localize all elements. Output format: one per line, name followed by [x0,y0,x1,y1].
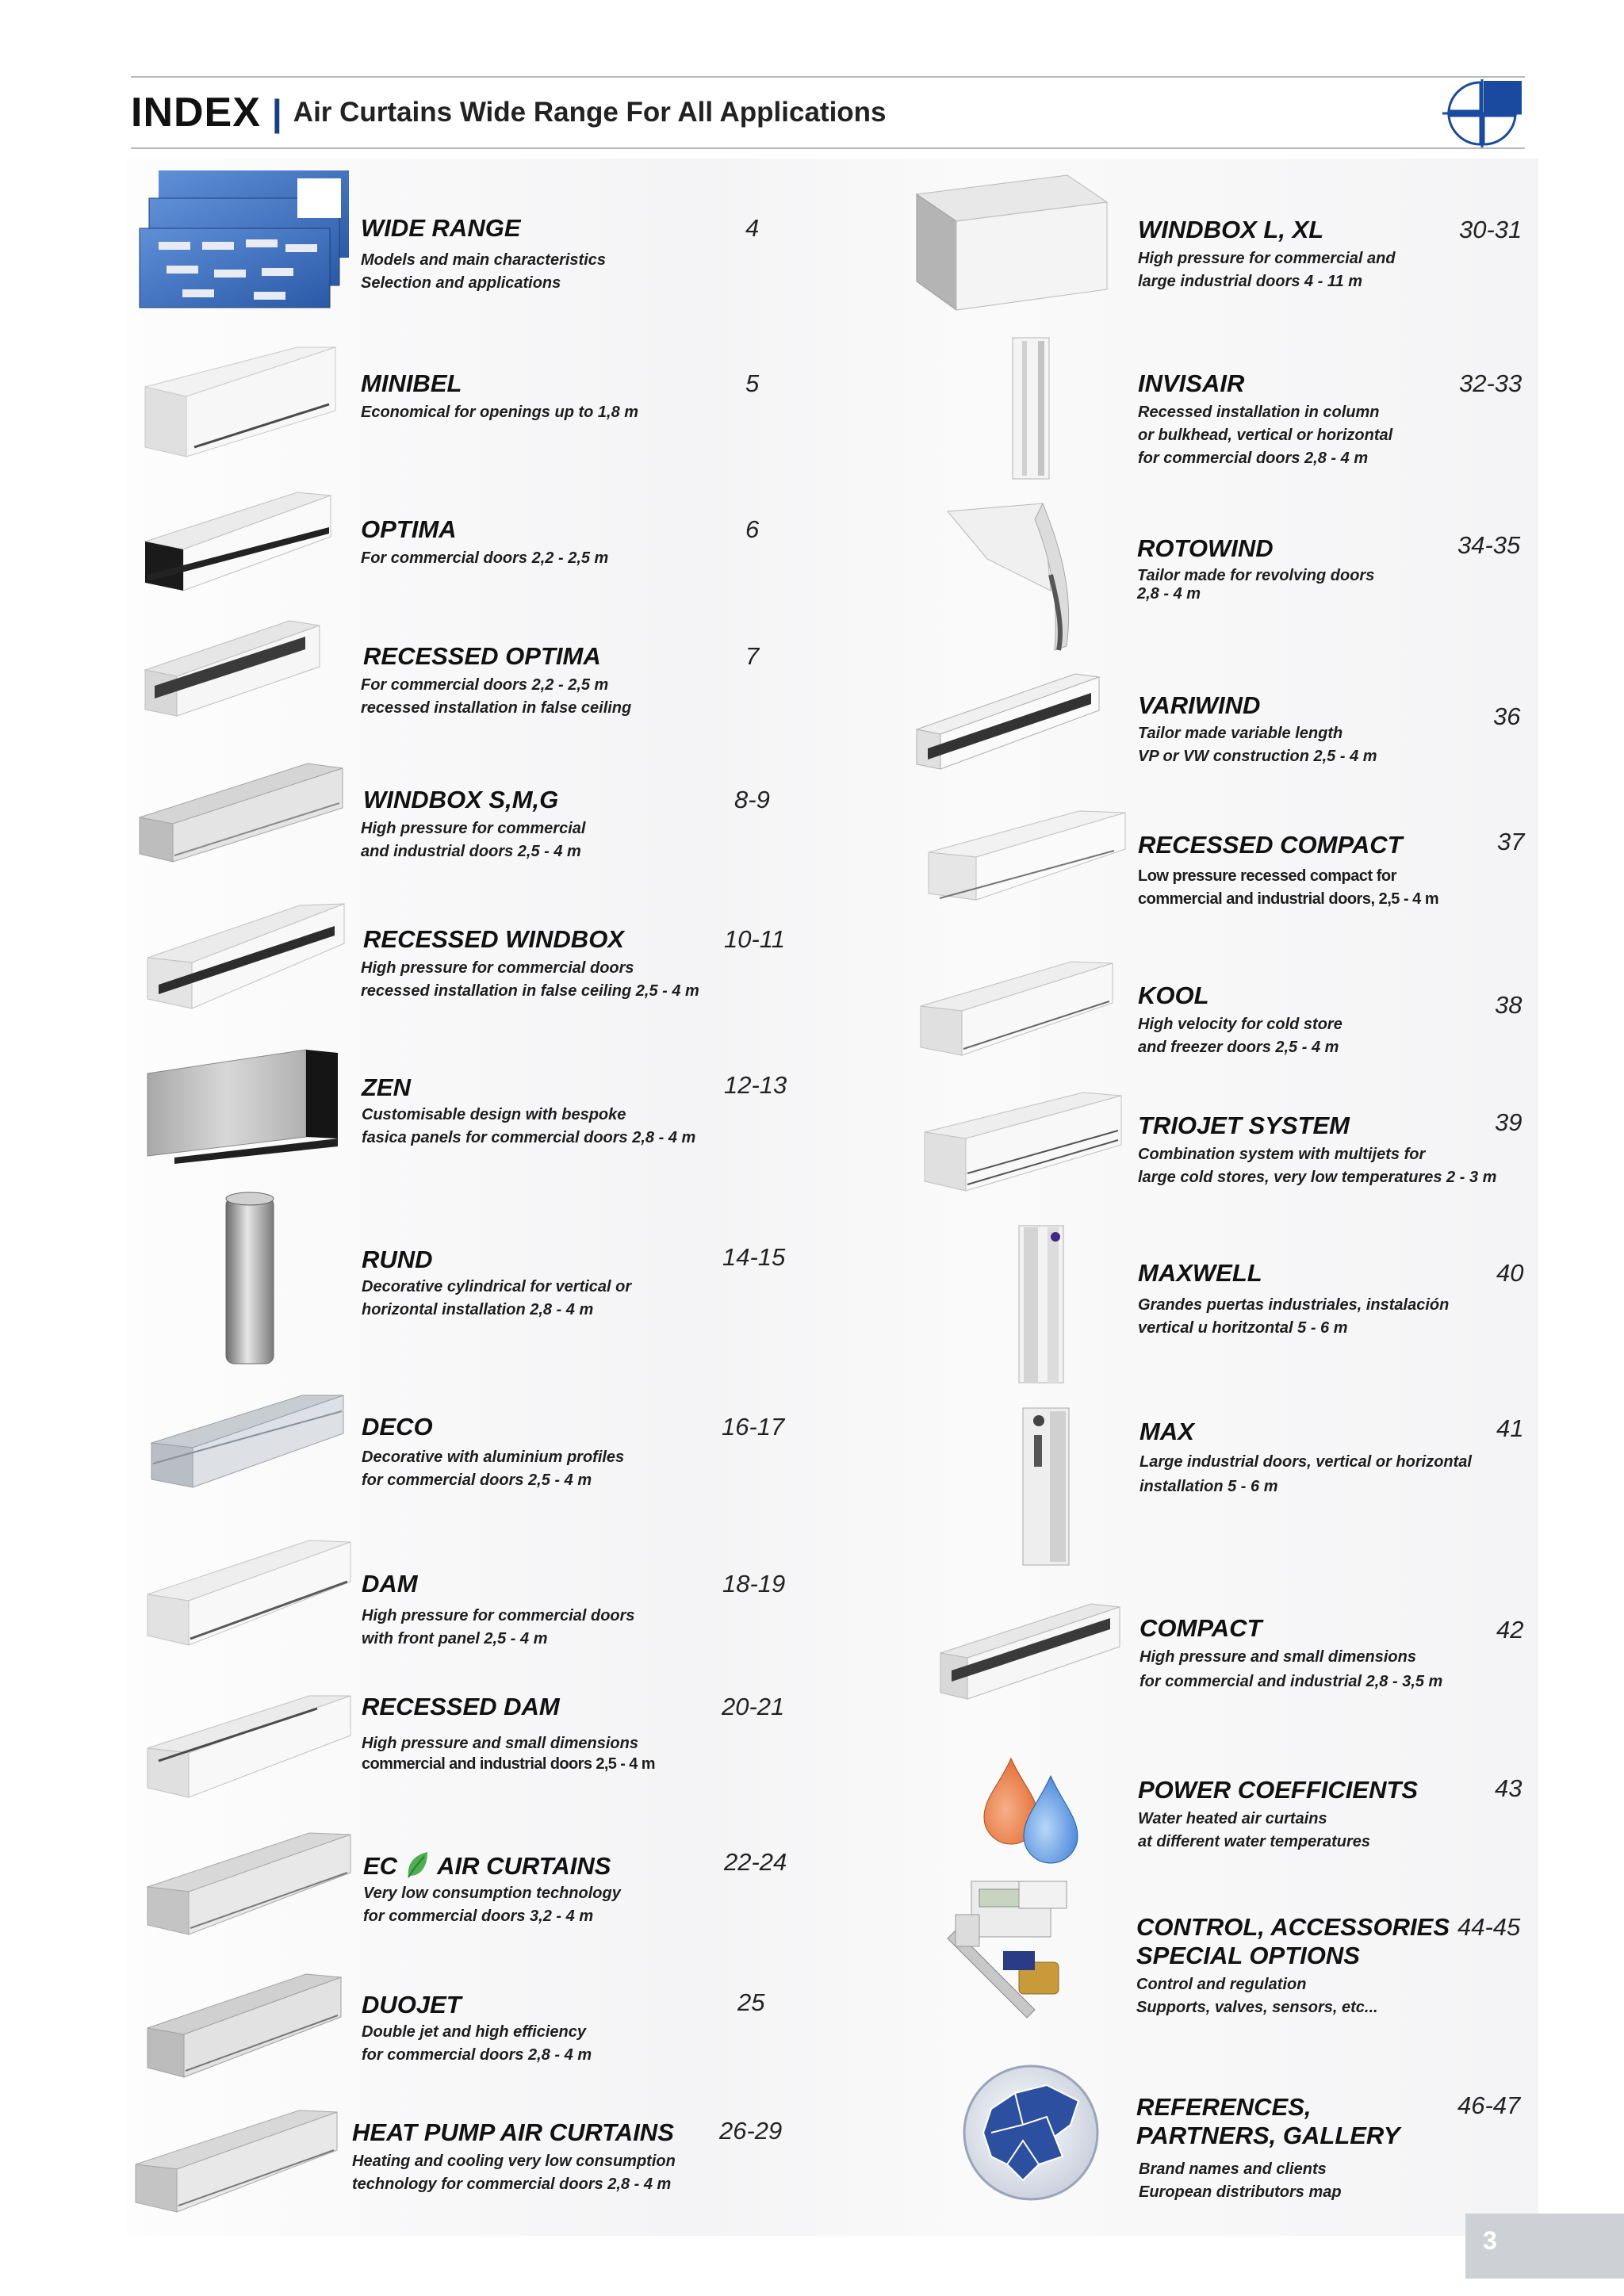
entry-page: 20-21 [722,1693,785,1720]
header-separator: | [271,92,282,133]
maxwell-vertical-air-curtain-image [1011,1221,1074,1387]
entry-page: 4 [745,214,760,242]
entry-page: 36 [1493,702,1521,730]
windbox-smg-air-curtain-image [135,757,349,868]
entry-desc-line: Double jet and high efficiency [362,2023,587,2041]
entry-desc-line: Brand names and clients [1139,2160,1327,2178]
entry-desc-line: High pressure and small dimensions [1139,1648,1416,1666]
entry-title: POWER COEFFICIENTS [1138,1776,1419,1804]
rund-cylindrical-air-curtain-image [214,1189,285,1372]
zen-air-curtain-image [143,1039,341,1165]
recessed-windbox-air-curtain-image [143,896,349,1015]
entry-title: MAX [1139,1418,1194,1445]
entry-desc-line: Tailor made for revolving doors [1137,567,1375,584]
entry-page: 43 [1495,1774,1522,1802]
entry-desc-line: Combination system with multijets for [1138,1146,1426,1163]
triojet-system-air-curtain-image [920,1086,1126,1205]
entry-desc-line: vertical u horitzontal 5 - 6 m [1138,1319,1348,1337]
entry-title: CONTROL, ACCESSORIES [1136,1913,1450,1941]
entry-desc-line: large cold stores, very low temperatures 2 - 3 m [1138,1169,1497,1186]
entry-title: COMPACT [1139,1614,1262,1642]
entry-desc-line: at different water temperatures [1138,1833,1371,1850]
entry-desc-line: or bulkhead, vertical or horizontal [1138,427,1393,444]
entry-desc-line: fasica panels for commercial doors 2,8 - 4 m [362,1129,696,1146]
entry-desc-line: installation 5 - 6 m [1139,1478,1278,1495]
entry-title: RECESSED COMPACT [1138,831,1403,859]
entry-page: 39 [1495,1108,1522,1136]
entry-page: 34-35 [1457,531,1521,559]
entry-desc-line: Customisable design with bespoke [362,1106,626,1123]
entry-desc-line: High velocity for cold store [1138,1016,1342,1033]
entry-title [363,1852,611,1882]
windbox-l-xl-air-curtain-image [912,170,1110,313]
entry-page: 41 [1496,1414,1524,1442]
entry-desc-line: and freezer doors 2,5 - 4 m [1138,1039,1339,1056]
entry-title: DECO [362,1413,433,1441]
entry-page: 44-45 [1457,1913,1521,1941]
rotowind-revolving-door-air-curtain-image [940,496,1098,654]
entry-page: 10-11 [724,925,785,953]
kool-air-curtain-image [916,955,1122,1066]
duojet-air-curtain-image [143,1966,349,2085]
page-header [131,89,887,140]
heat-pump-air-curtain-image [131,2101,345,2220]
entry-desc-line: for commercial doors 2,8 - 4 m [362,2046,592,2064]
entry-title-line-2: SPECIAL OPTIONS [1136,1942,1360,1969]
minibel-air-curtain-image [139,341,345,460]
entry-title: TRIOJET SYSTEM [1138,1112,1350,1139]
entry-desc-line: Supports, valves, sensors, etc... [1136,1999,1378,2016]
control-accessories-image [940,1875,1098,2034]
entry-title: DUOJET [362,1991,462,2019]
entry-desc-line: Economical for openings up to 1,8 m [361,404,639,421]
entry-title: ROTOWIND [1137,534,1274,562]
entry-page: 8-9 [734,786,770,813]
entry-title: RECESSED WINDBOX [363,925,624,953]
entry-desc-line: large industrial doors 4 - 11 m [1138,273,1363,290]
entry-title: REFERENCES, [1136,2093,1312,2121]
recessed-dam-air-curtain-image [143,1685,357,1804]
entry-page: 46-47 [1457,2091,1521,2119]
entry-title-prefix: EC [363,1852,398,1880]
wide-range-catalog-image [135,166,357,309]
entry-desc-line: High pressure for commercial [361,820,586,837]
top-rule [131,76,1525,78]
entry-desc-line: Selection and applications [361,274,561,292]
page-subtitle: Air Curtains Wide Range For All Applications [293,97,887,128]
entry-desc-line: European distributors map [1139,2183,1342,2201]
entry-desc-line: for commercial doors 3,2 - 4 m [363,1908,594,1925]
recessed-compact-air-curtain-image [924,805,1130,916]
entry-page: 6 [745,515,760,543]
entry-page: 7 [745,642,760,670]
entry-page: 18-19 [722,1570,786,1598]
entry-desc-line: Decorative cylindrical for vertical or [362,1278,632,1295]
entry-title-line-2: PARTNERS, GALLERY [1136,2122,1400,2149]
page-number: 3 [1483,2226,1497,2255]
entry-page: 38 [1495,991,1522,1019]
entry-title-suffix: AIR CURTAINS [437,1852,611,1880]
entry-desc-line: horizontal installation 2,8 - 4 m [362,1301,594,1318]
entry-desc-line: commercial and industrial doors, 2,5 - 4 m [1138,890,1439,908]
entry-desc-line: Decorative with aluminium profiles [362,1448,625,1466]
entry-title: MAXWELL [1138,1259,1262,1287]
entry-desc-line: Grandes puertas industriales, instalación [1138,1296,1450,1314]
entry-desc-line: Tailor made variable length [1138,725,1343,742]
entry-title: MINIBEL [361,369,462,397]
entry-title: WINDBOX S,M,G [363,786,559,813]
entry-page: 40 [1496,1259,1524,1287]
entry-desc-line: VP or VW construction 2,5 - 4 m [1138,748,1377,765]
entry-desc-line: recessed installation in false ceiling [361,699,632,717]
entry-desc-line: Very low consumption technology [363,1885,621,1902]
entry-desc-line: Recessed installation in column [1138,404,1380,421]
entry-desc-line: with front panel 2,5 - 4 m [362,1630,548,1647]
entry-desc-line: Control and regulation [1136,1976,1307,1993]
entry-page: 37 [1497,828,1525,855]
entry-desc-line: Low pressure recessed compact for [1138,867,1396,885]
entry-desc-line: 2,8 - 4 m [1137,585,1201,603]
entry-desc-line: Models and main characteristics [361,251,607,269]
entry-desc-line: and industrial doors 2,5 - 4 m [361,843,581,860]
entry-desc-line: Water heated air curtains [1138,1810,1327,1827]
entry-title: RECESSED OPTIMA [363,642,601,670]
entry-title: ZEN [362,1073,411,1101]
entry-page: 12-13 [724,1071,787,1099]
dam-air-curtain-image [143,1534,357,1653]
entry-desc-line: commercial and industrial doors 2,5 - 4 m [362,1755,655,1773]
entry-desc-line: For commercial doors 2,2 - 2,5 m [361,549,609,567]
brand-logo-icon [1439,79,1523,147]
variwind-air-curtain-image [912,666,1102,777]
entry-desc-line: recessed installation in false ceiling 2,5 - 4 m [361,982,699,1000]
entry-title: RUND [362,1246,433,1273]
leaf-icon [405,1850,429,1879]
entry-page: 32-33 [1459,369,1522,397]
index-label: INDEX [131,90,261,136]
entry-page: 26-29 [719,2117,783,2145]
optima-air-curtain-image [139,488,345,599]
compact-air-curtain-image [936,1598,1126,1709]
entry-page: 22-24 [724,1848,787,1876]
entry-page: 14-15 [722,1243,786,1271]
europe-globe-icon [959,2061,1102,2204]
entry-page: 25 [737,1988,765,2016]
entry-desc-line: Large industrial doors, vertical or horizontal [1139,1453,1472,1471]
entry-desc-line: High pressure for commercial doors [361,959,634,977]
entry-desc-line: High pressure and small dimensions [362,1735,638,1752]
max-vertical-air-curtain-image [1015,1403,1078,1570]
entry-page: 16-17 [722,1413,785,1441]
entry-title: INVISAIR [1138,369,1245,397]
entry-title: WINDBOX L, XL [1138,216,1324,243]
entry-page: 30-31 [1459,216,1522,243]
entry-title: RECESSED DAM [362,1693,560,1720]
entry-title: HEAT PUMP AIR CURTAINS [352,2118,674,2146]
entry-desc-line: for commercial doors 2,8 - 4 m [1138,450,1369,467]
deco-air-curtain-image [147,1387,353,1490]
entry-desc-line: For commercial doors 2,2 - 2,5 m [361,676,609,694]
entry-desc-line: Heating and cooling very low consumption [352,2152,676,2170]
entry-title: OPTIMA [361,515,457,543]
entry-title: WIDE RANGE [361,214,521,242]
entry-title: DAM [362,1570,418,1598]
entry-page: 42 [1496,1616,1524,1644]
entry-page: 5 [745,369,760,397]
header-rule [131,147,1525,149]
entry-desc-line: for commercial doors 2,5 - 4 m [362,1471,592,1489]
water-drops-icon [971,1752,1090,1871]
recessed-optima-air-curtain-image [139,614,329,725]
ec-air-curtain-image [143,1823,357,1942]
entry-desc-line: technology for commercial doors 2,8 - 4 m [352,2175,672,2193]
entry-desc-line: for commercial and industrial 2,8 - 3,5 m [1139,1673,1443,1690]
entry-title: VARIWIND [1138,691,1261,719]
entry-desc-line: High pressure for commercial doors [362,1607,635,1624]
entry-desc-line: High pressure for commercial and [1138,250,1396,267]
invisair-column-air-curtain-image [1003,333,1059,484]
entry-title: KOOL [1138,982,1209,1009]
